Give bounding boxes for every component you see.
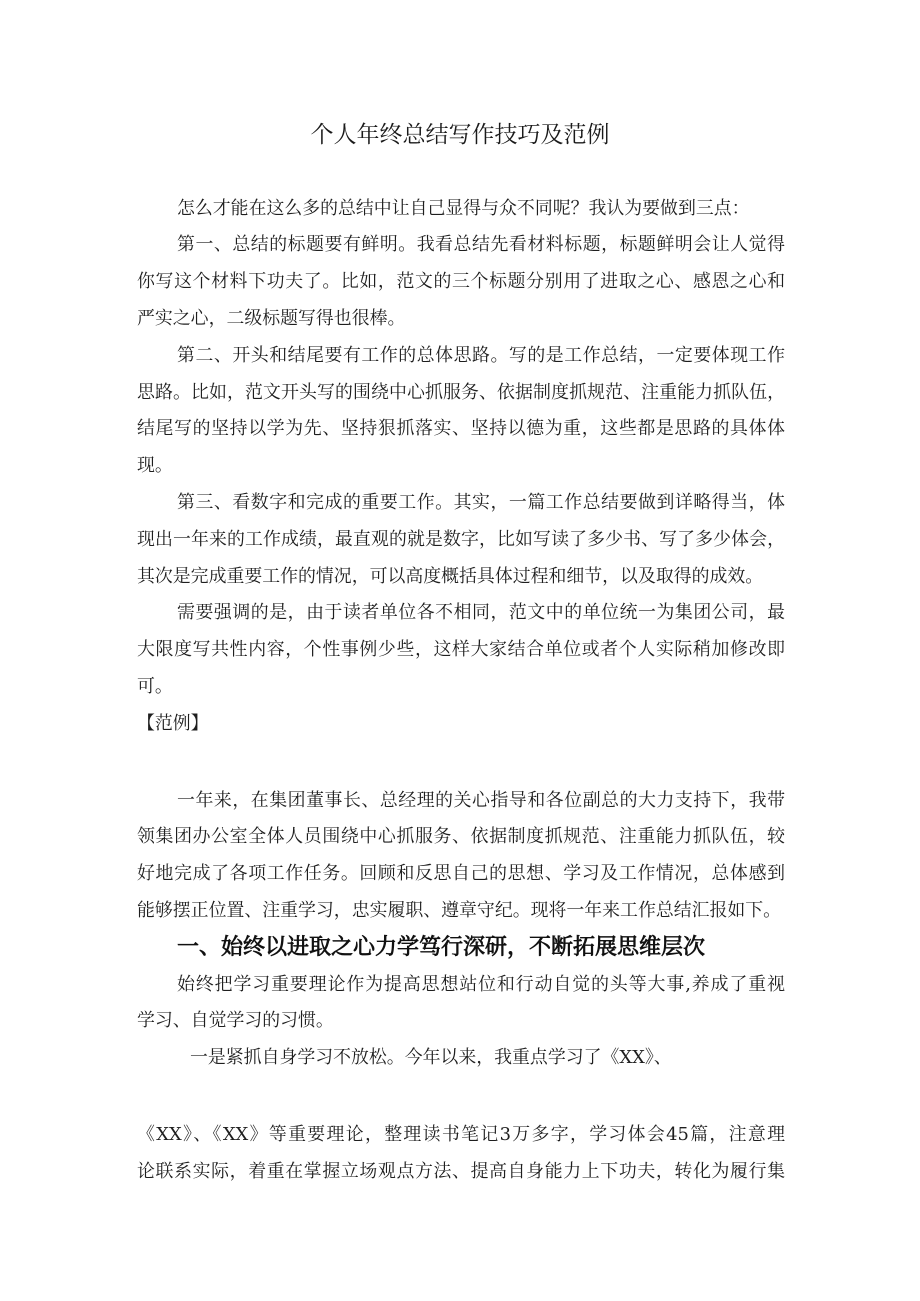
paragraph-line: 现出一年来的工作成绩，最直观的就是数字，比如写读了多少书、写了多少体会， [137,528,785,550]
paragraph-line: 能够摆正位置、注重学习，忠实履职、遵章守纪。现将一年来工作总结汇报如下。 [137,899,782,921]
paragraph-line: 思路。比如，范文开头写的围绕中心抓服务、依据制度抓规范、注重能力抓队伍， [137,381,785,403]
paragraph-line: 可。 [137,675,173,697]
section-heading: 一、始终以进取之心力学笃行深研，不断拓展思维层次 [177,934,706,960]
paragraph-line: 一是紧抓自身学习不放松。今年以来，我重点学习了《XX》、 [190,1047,672,1069]
intro-paragraph [137,595,785,705]
paragraph-line: 《XX》、《XX》等重要理论，整理读书笔记3万多字，学习体会45篇，注意理 [137,1123,785,1145]
paragraph-line: 其次是完成重要工作的情况，可以高度概括具体过程和细节，以及取得的成效。 [137,565,764,587]
intro-paragraph [137,191,785,228]
paragraph-line: 好地完成了各项工作任务。回顾和反思自己的思想、学习及工作情况，总体感到 [137,863,785,885]
paragraph-line: 论联系实际，着重在掌握立场观点方法、提高自身能力上下功夫，转化为履行集 [137,1160,785,1182]
paragraph-line: 大限度写共性内容，个性事例少些，这样大家结合单位或者个人实际稍加修改即 [137,639,785,661]
paragraph-line: 一年来，在集团董事长、总经理的关心指导和各位副总的大力支持下，我带 [177,789,785,811]
section-intro-paragraph [137,967,785,1041]
paragraph-line: 领集团办公室全体人员围绕中心抓服务、依据制度抓规范、注重能力抓队伍，较 [137,826,785,848]
paragraph-line: 学习、自觉学习的习惯。 [137,1010,334,1032]
document-title: 个人年终总结写作技巧及范例 [310,122,610,148]
paragraph-line: 怎么才能在这么多的总结中让自己显得与众不同呢？我认为要做到三点： [177,197,750,219]
paragraph-line: 始终把学习重要理论作为提高思想站位和行动自觉的头等大事,养成了重视 [177,973,785,995]
intro-paragraph [137,338,785,485]
intro-paragraph [137,227,785,337]
example-opening-paragraph [137,783,785,930]
paragraph-line: 现。 [137,455,173,477]
item-paragraph [137,1040,785,1190]
document-body [137,191,785,1191]
paragraph-line: 你写这个材料下功夫了。比如，范文的三个标题分别用了进取之心、感恩之心和 [137,271,785,293]
paragraph-line: 结尾写的坚持以学为先、坚持狠抓落实、坚持以德为重，这些都是思路的具体体 [137,418,785,440]
paragraph-line: 严实之心，二级标题写得也很棒。 [137,307,406,329]
paragraph-line: 需要强调的是，由于读者单位各不相同，范文中的单位统一为集团公司，最 [177,602,785,624]
example-label: 【范例】 [137,712,209,734]
paragraph-line: 第三、看数字和完成的重要工作。其实，一篇工作总结要做到详略得当，体 [177,491,785,513]
paragraph-line: 第二、开头和结尾要有工作的总体思路。写的是工作总结，一定要体现工作 [177,344,785,366]
paragraph-line: 第一、总结的标题要有鲜明。我看总结先看材料标题，标题鲜明会让人觉得 [177,234,785,256]
intro-paragraph [137,485,785,595]
